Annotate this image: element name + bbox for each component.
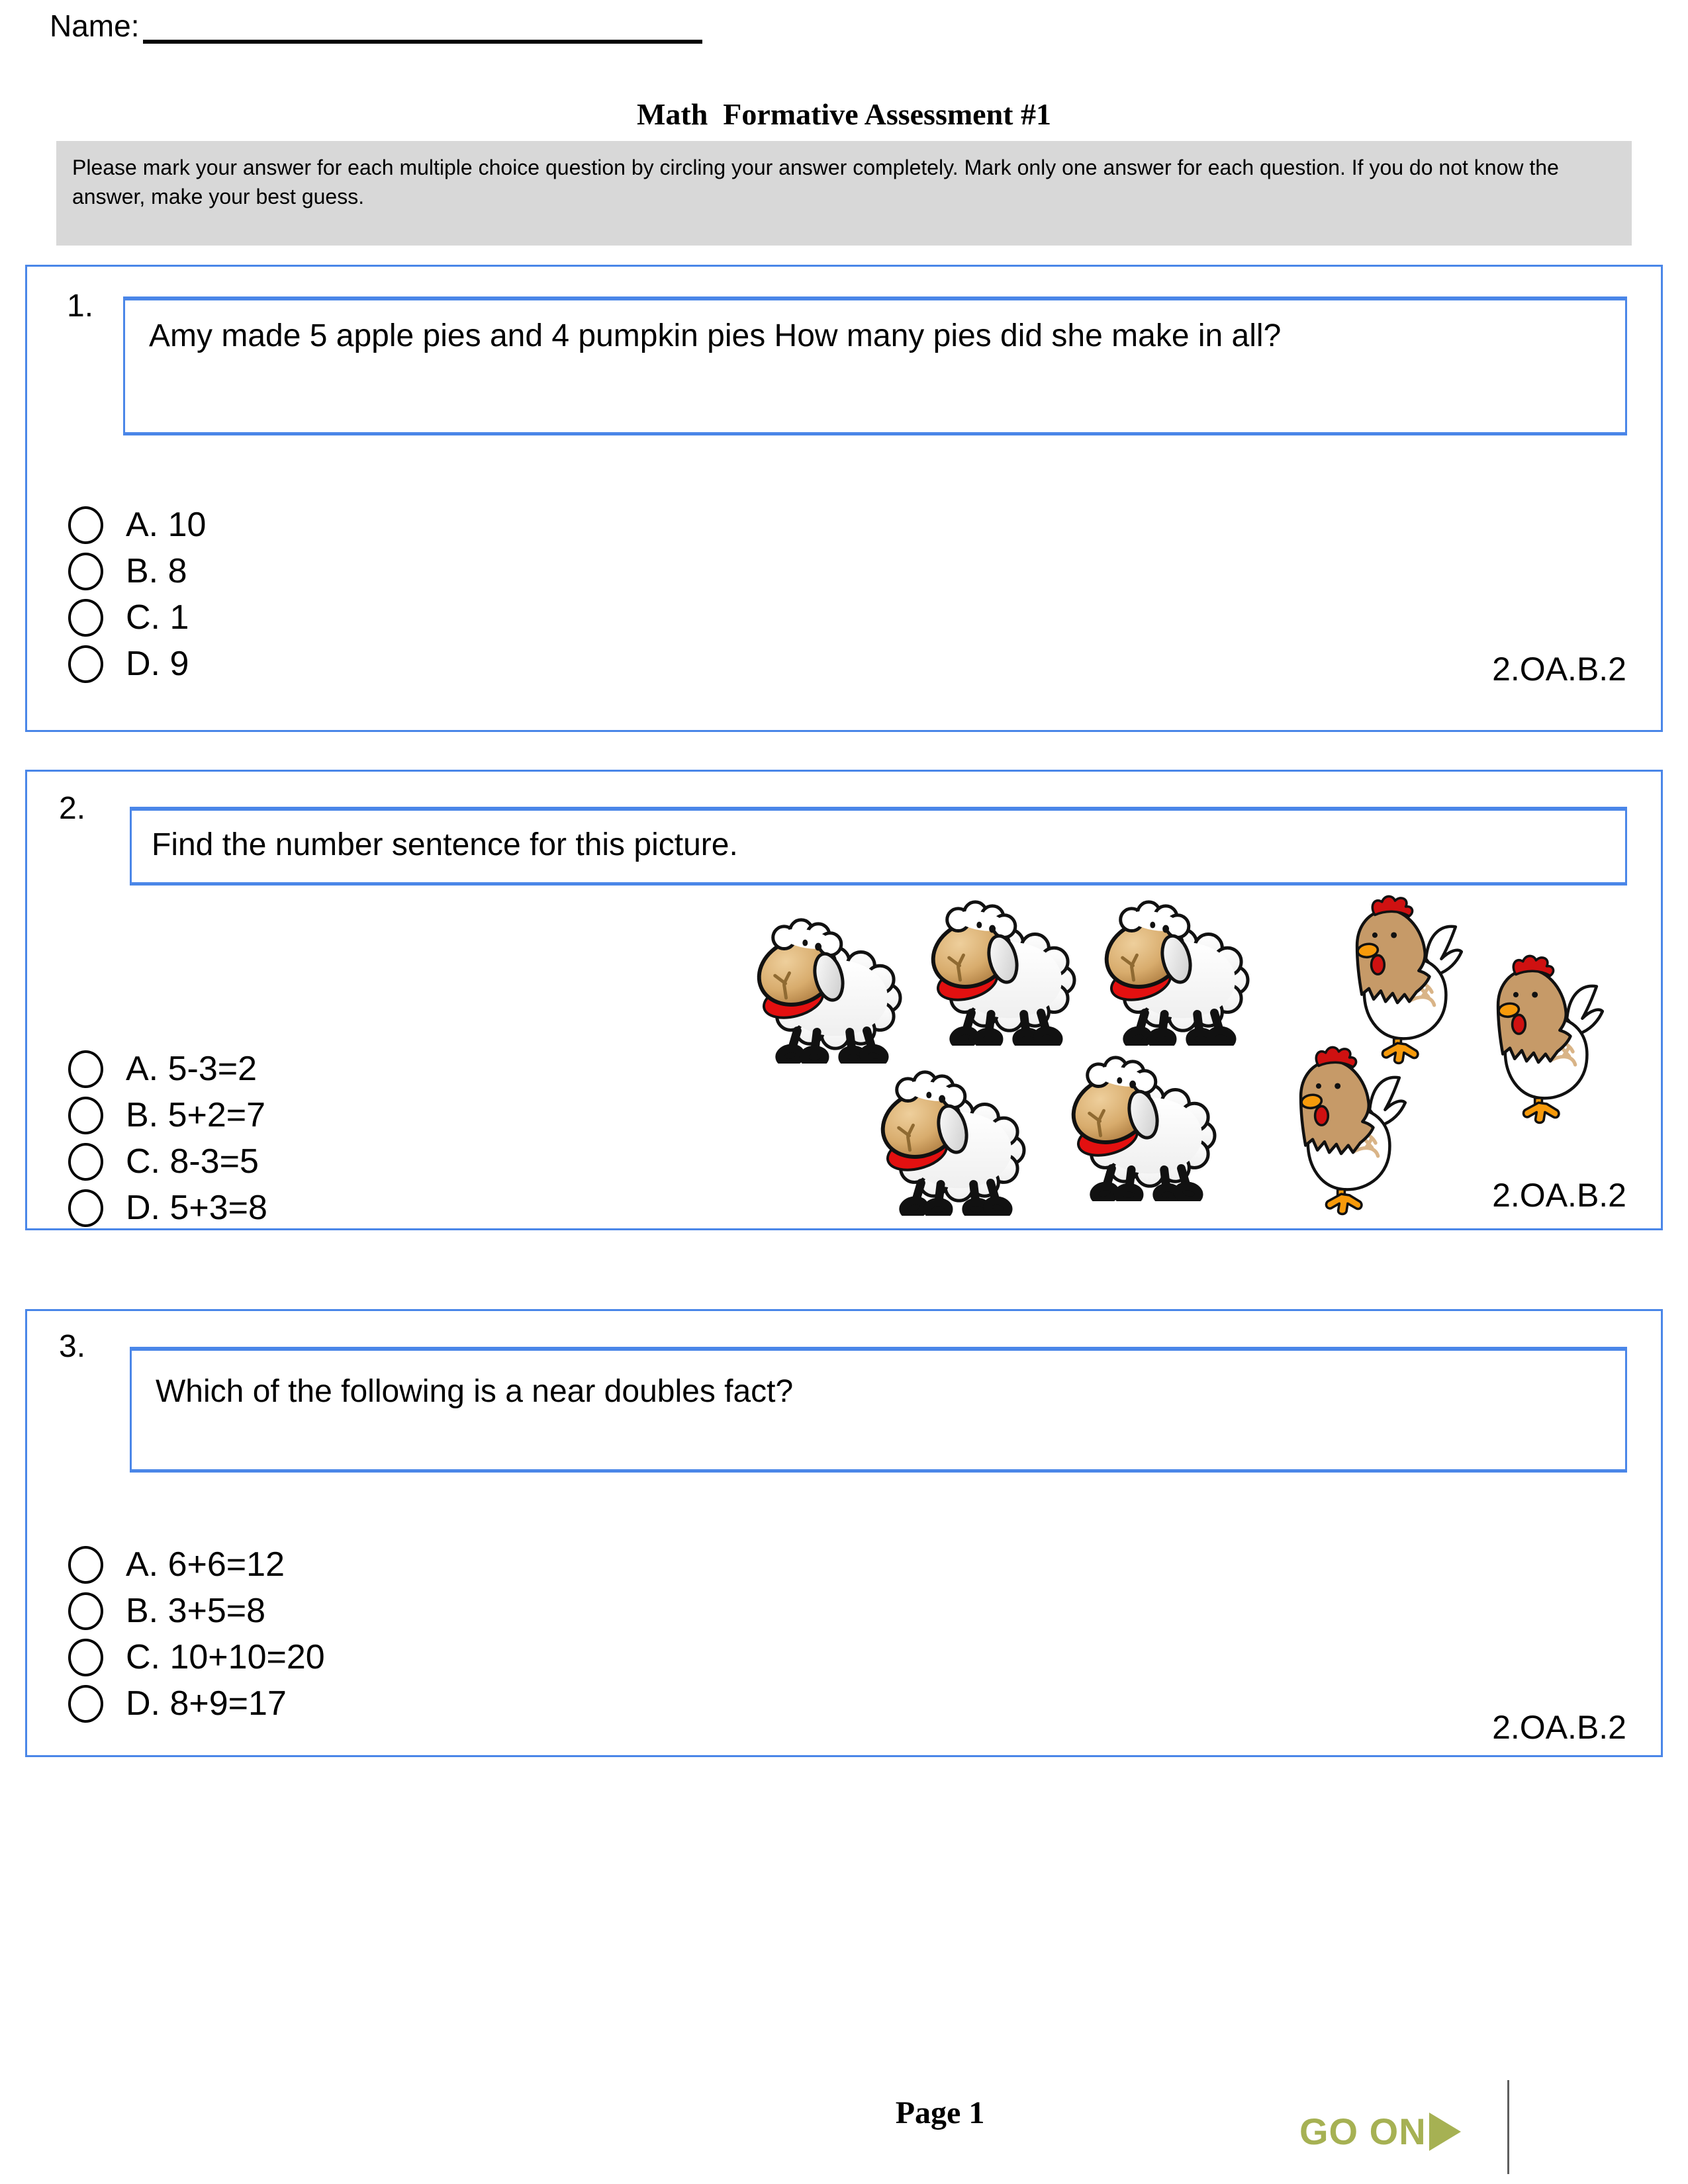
answer-bubble[interactable] <box>68 553 103 590</box>
question-1-number: 1. <box>67 289 94 324</box>
option-label: B. 5+2=7 <box>126 1096 266 1134</box>
option-label: A. 5-3=2 <box>126 1050 258 1088</box>
question-2-text-box: Find the number sentence for this picture. <box>130 807 1627 886</box>
option-label: A. 10 <box>126 506 207 544</box>
question-2-picture-sheep-and-chickens <box>695 877 1635 1231</box>
footer-divider-line <box>1507 2080 1509 2174</box>
option-label: C. 8-3=5 <box>126 1142 259 1181</box>
option-label: B. 8 <box>126 552 187 590</box>
option-row <box>68 645 189 683</box>
option-row <box>68 506 206 544</box>
answer-bubble[interactable] <box>68 1097 103 1134</box>
option-label: D. 5+3=8 <box>126 1189 267 1227</box>
chicken-image <box>1357 896 1462 1063</box>
answer-bubble[interactable] <box>68 599 103 637</box>
sheep-image <box>1063 1058 1215 1203</box>
sheep-image <box>749 920 900 1065</box>
question-3-text-box: Which of the following is a near doubles fact? <box>130 1347 1627 1473</box>
answer-bubble[interactable] <box>68 1050 103 1088</box>
option-row <box>68 1545 285 1584</box>
chicken-image <box>1498 956 1603 1122</box>
go-on-indicator <box>1299 2110 1461 2153</box>
answer-bubble[interactable] <box>68 1685 103 1723</box>
option-row <box>68 1142 259 1181</box>
question-2-number: 2. <box>59 791 86 826</box>
option-row <box>68 1189 267 1227</box>
question-1-box <box>25 265 1663 732</box>
question-3-box <box>25 1309 1663 1757</box>
answer-bubble[interactable] <box>68 1143 103 1181</box>
option-label: D. 9 <box>126 645 189 683</box>
instructions-box: Please mark your answer for each multiple choice question by circling your answer completely. Mark only one answer for each question. If you do not know the answer, make your best guess. <box>56 141 1632 246</box>
chicken-image <box>1301 1047 1405 1214</box>
answer-bubble[interactable] <box>68 645 103 683</box>
option-label: C. 10+10=20 <box>126 1638 325 1676</box>
answer-bubble[interactable] <box>68 1546 103 1584</box>
answer-bubble[interactable] <box>68 1189 103 1227</box>
option-row <box>68 552 187 590</box>
option-label: C. 1 <box>126 598 189 637</box>
option-label: B. 3+5=8 <box>126 1592 266 1630</box>
option-row <box>68 1592 265 1630</box>
option-label: D. 8+9=17 <box>126 1684 287 1723</box>
page-title: Math Formative Assessment #1 <box>636 97 1051 131</box>
name-fill-in-line[interactable] <box>143 7 702 44</box>
standard-code: 2.OA.B.2 <box>1492 1177 1626 1214</box>
standard-code: 2.OA.B.2 <box>1492 651 1626 688</box>
name-label: Name: <box>50 9 140 43</box>
answer-bubble[interactable] <box>68 1639 103 1676</box>
option-label: A. 6+6=12 <box>126 1545 285 1584</box>
page-number: Page 1 <box>895 2095 985 2130</box>
option-row <box>68 1638 325 1676</box>
sheep-image <box>872 1072 1024 1217</box>
option-row <box>68 1096 265 1134</box>
question-3-number: 3. <box>59 1329 86 1364</box>
option-row <box>68 1050 257 1088</box>
option-row <box>68 1684 287 1723</box>
go-on-arrow-icon <box>1429 2113 1461 2151</box>
sheep-image <box>923 902 1074 1047</box>
name-row <box>50 7 702 44</box>
go-on-label: GO ON <box>1299 2111 1427 2152</box>
answer-bubble[interactable] <box>68 506 103 544</box>
standard-code: 2.OA.B.2 <box>1492 1709 1626 1746</box>
answer-bubble[interactable] <box>68 1592 103 1630</box>
sheep-image <box>1096 902 1248 1047</box>
question-1-text-box: Amy made 5 apple pies and 4 pumpkin pies How many pies did she make in all? <box>123 296 1627 435</box>
option-row <box>68 598 189 637</box>
